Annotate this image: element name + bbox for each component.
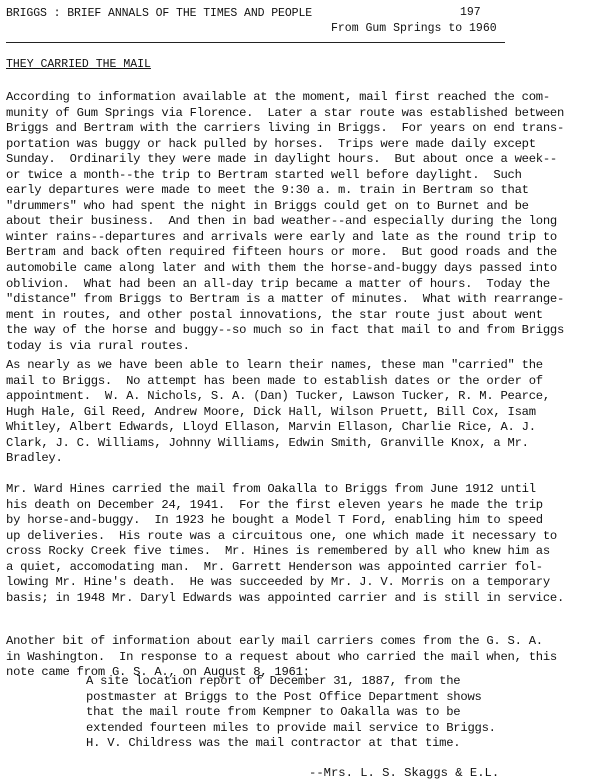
- header-rule: [6, 42, 505, 43]
- paragraph-ward-hines: Mr. Ward Hines carried the mail from Oakalla to Briggs from June 1912 until his death on December 24, 1941. For the first eleven years he made the trip by horse-and-buggy. In 1923 he bought a Model T Ford, enabling him to speed up deliveries. His route was a circuitous one, one which made it necessary to cross Rocky Creek five times. Mr. Hines is remembered by all who knew him as a quiet, accomodating man. Mr. Garrett Henderson was appointed carrier fol- lowing Mr. Hine's death. He was succeeded by Mr. J. V. Morris on a temporary basis; in 1948 Mr. Daryl Edwards was appointed carrier and is still in service.: [6, 482, 565, 605]
- paragraph-carriers-list: As nearly as we have been able to learn their names, these man "carried" the mail to Briggs. No attempt has been made to establish dates or the order of appointment. W. A. Nichols, S. A. (Dan) Tucker, Lawson Tucker, R. M. Pearce, Hugh Hale, Gil Reed, Andrew Moore, Dick Hall, Wilson Pruett, Bill Cox, Isam Whitley, Albert Edwards, Lloyd Ellason, Marvin Ellason, Charlie Rice, A. J. Clark, J. C. Williams, Johnny Williams, Edwin Smith, Granville Knox, a Mr. Bradley.: [6, 358, 550, 466]
- paragraph-history: According to information available at the moment, mail first reached the com- munity of Gum Springs via Florence. Later a star route was established between Briggs and Bertram with the carriers living in Briggs. For years on end trans- portation was buggy or hack pulled by horses. Trips were made daily except Sunday. Ordinarily they were made in daylight hours. But about once a week-- or twice a month--the trip to Bertram started well before daylight. Such early departures were made to meet the 9:30 a. m. train in Bertram so that "drummers" who had spent the night in Briggs could get on to Burnet and be about their business. And then in bad weather--and especially during the long winter rains--departures and arrivals were early and late as the round trip to Bertram and back often required fifteen hours or more. But good roads and the automobile came along later and with them the horse-and-buggy days passed into oblivion. What had been an all-day trip became a matter of hours. Today the "distance" from Briggs to Bertram is a matter of minutes. What with rearrange- ment in routes, and other postal innovations, the star route just about went the way of the horse and buggy--so much so in fact that mail to and from Briggs today is via rural routes.: [6, 90, 565, 353]
- header-subtitle: From Gum Springs to 1960: [331, 22, 497, 35]
- running-header: [6, 4, 596, 36]
- header-title: BRIGGS : BRIEF ANNALS OF THE TIMES AND PEOPLE: [6, 7, 313, 20]
- document-page: [6, 4, 596, 780]
- paragraph-gsa-intro: Another bit of information about early mail carriers comes from the G. S. A. in Washington. In response to a request about who carried the mail when, this note came from G. S. A., on August 8, 1961:: [6, 634, 557, 680]
- gsa-quote: A site location report of December 31, 1887, from the postmaster at Briggs to the Post Office Department shows that the mail route from Kempner to Oakalla was to be extended fourteen miles to provide mail service to Briggs. H. V. Childress was the mail contractor at that time.: [86, 674, 496, 751]
- section-title: THEY CARRIED THE MAIL: [6, 58, 151, 71]
- page-number: 197: [460, 6, 481, 19]
- signature: --Mrs. L. S. Skaggs & E.L.: [309, 766, 500, 780]
